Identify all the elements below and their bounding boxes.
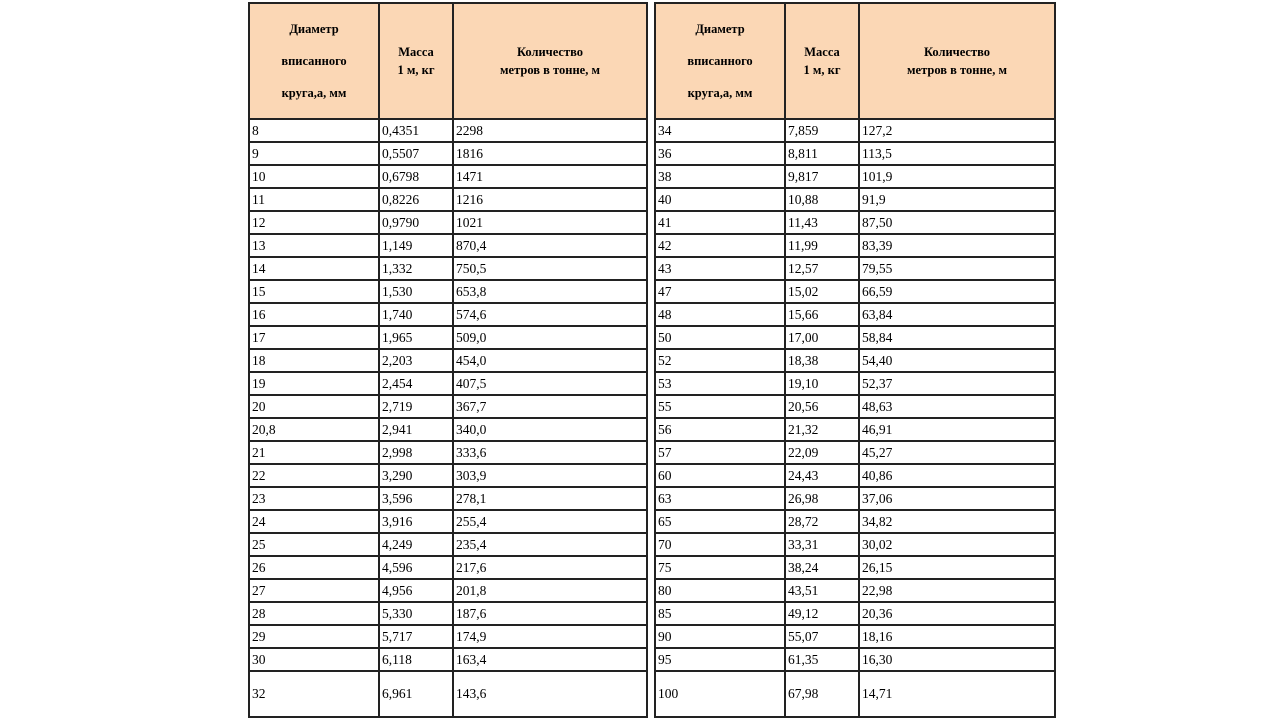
cell-mass: 7,859 xyxy=(785,119,859,142)
cell-mass: 0,4351 xyxy=(379,119,453,142)
cell-diameter: 36 xyxy=(655,142,785,165)
cell-diameter: 43 xyxy=(655,257,785,280)
cell-quantity: 653,8 xyxy=(453,280,647,303)
cell-quantity: 1471 xyxy=(453,165,647,188)
cell-diameter: 38 xyxy=(655,165,785,188)
cell-diameter: 28 xyxy=(249,602,379,625)
cell-mass: 1,149 xyxy=(379,234,453,257)
cell-diameter: 95 xyxy=(655,648,785,671)
cell-quantity: 20,36 xyxy=(859,602,1055,625)
cell-quantity: 217,6 xyxy=(453,556,647,579)
cell-quantity: 18,16 xyxy=(859,625,1055,648)
cell-quantity: 143,6 xyxy=(453,671,647,717)
cell-quantity: 235,4 xyxy=(453,533,647,556)
cell-quantity: 87,50 xyxy=(859,211,1055,234)
cell-diameter: 32 xyxy=(249,671,379,717)
table-row xyxy=(655,556,1055,579)
cell-diameter: 60 xyxy=(655,464,785,487)
cell-quantity: 66,59 xyxy=(859,280,1055,303)
cell-diameter: 19 xyxy=(249,372,379,395)
cell-mass: 6,118 xyxy=(379,648,453,671)
table-row xyxy=(249,395,647,418)
header-diameter: Диаметр вписанного круга,а, мм xyxy=(655,3,785,119)
cell-quantity: 303,9 xyxy=(453,464,647,487)
cell-quantity: 37,06 xyxy=(859,487,1055,510)
cell-diameter: 18 xyxy=(249,349,379,372)
cell-quantity: 201,8 xyxy=(453,579,647,602)
cell-diameter: 47 xyxy=(655,280,785,303)
cell-quantity: 509,0 xyxy=(453,326,647,349)
cell-diameter: 15 xyxy=(249,280,379,303)
cell-quantity: 14,71 xyxy=(859,671,1055,717)
table-row xyxy=(249,326,647,349)
table-row xyxy=(249,349,647,372)
cell-diameter: 65 xyxy=(655,510,785,533)
cell-diameter: 41 xyxy=(655,211,785,234)
cell-quantity: 2298 xyxy=(453,119,647,142)
cell-diameter: 75 xyxy=(655,556,785,579)
cell-mass: 18,38 xyxy=(785,349,859,372)
table-row xyxy=(655,648,1055,671)
header-row xyxy=(249,3,647,119)
cell-mass: 11,99 xyxy=(785,234,859,257)
cell-quantity: 58,84 xyxy=(859,326,1055,349)
cell-diameter: 52 xyxy=(655,349,785,372)
header-mass: Масса 1 м, кг xyxy=(785,3,859,119)
cell-mass: 21,32 xyxy=(785,418,859,441)
cell-diameter: 24 xyxy=(249,510,379,533)
cell-diameter: 20,8 xyxy=(249,418,379,441)
cell-quantity: 113,5 xyxy=(859,142,1055,165)
cell-diameter: 48 xyxy=(655,303,785,326)
cell-mass: 11,43 xyxy=(785,211,859,234)
hexagon-bar-weight-table xyxy=(248,2,1056,718)
table-row xyxy=(249,211,647,234)
cell-mass: 4,249 xyxy=(379,533,453,556)
cell-mass: 33,31 xyxy=(785,533,859,556)
cell-quantity: 750,5 xyxy=(453,257,647,280)
cell-diameter: 13 xyxy=(249,234,379,257)
cell-quantity: 278,1 xyxy=(453,487,647,510)
cell-mass: 22,09 xyxy=(785,441,859,464)
table-row xyxy=(655,464,1055,487)
table-row xyxy=(655,142,1055,165)
cell-diameter: 8 xyxy=(249,119,379,142)
table-right xyxy=(654,2,1056,718)
cell-quantity: 454,0 xyxy=(453,349,647,372)
cell-diameter: 70 xyxy=(655,533,785,556)
cell-quantity: 127,2 xyxy=(859,119,1055,142)
cell-diameter: 16 xyxy=(249,303,379,326)
header-diameter: Диаметр вписанного круга,а, мм xyxy=(249,3,379,119)
table-row xyxy=(249,441,647,464)
cell-quantity: 187,6 xyxy=(453,602,647,625)
table-row xyxy=(655,280,1055,303)
cell-quantity: 22,98 xyxy=(859,579,1055,602)
table-right-half xyxy=(654,2,1056,718)
cell-diameter: 80 xyxy=(655,579,785,602)
table-row xyxy=(655,395,1055,418)
cell-mass: 2,454 xyxy=(379,372,453,395)
cell-diameter: 56 xyxy=(655,418,785,441)
cell-diameter: 57 xyxy=(655,441,785,464)
cell-diameter: 63 xyxy=(655,487,785,510)
cell-mass: 2,203 xyxy=(379,349,453,372)
cell-quantity: 870,4 xyxy=(453,234,647,257)
cell-diameter: 9 xyxy=(249,142,379,165)
cell-quantity: 255,4 xyxy=(453,510,647,533)
cell-quantity: 1216 xyxy=(453,188,647,211)
table-row xyxy=(655,625,1055,648)
cell-mass: 0,5507 xyxy=(379,142,453,165)
table-row xyxy=(249,418,647,441)
table-row xyxy=(249,303,647,326)
cell-quantity: 30,02 xyxy=(859,533,1055,556)
cell-quantity: 367,7 xyxy=(453,395,647,418)
cell-mass: 0,9790 xyxy=(379,211,453,234)
table-row xyxy=(249,165,647,188)
cell-diameter: 53 xyxy=(655,372,785,395)
cell-diameter: 30 xyxy=(249,648,379,671)
cell-quantity: 1816 xyxy=(453,142,647,165)
cell-diameter: 34 xyxy=(655,119,785,142)
cell-quantity: 63,84 xyxy=(859,303,1055,326)
cell-mass: 15,02 xyxy=(785,280,859,303)
cell-quantity: 16,30 xyxy=(859,648,1055,671)
table-row xyxy=(655,441,1055,464)
table-row xyxy=(249,579,647,602)
table-row xyxy=(655,303,1055,326)
cell-diameter: 100 xyxy=(655,671,785,717)
cell-mass: 49,12 xyxy=(785,602,859,625)
cell-mass: 55,07 xyxy=(785,625,859,648)
cell-quantity: 45,27 xyxy=(859,441,1055,464)
cell-mass: 61,35 xyxy=(785,648,859,671)
table-row xyxy=(655,188,1055,211)
cell-diameter: 90 xyxy=(655,625,785,648)
cell-mass: 26,98 xyxy=(785,487,859,510)
cell-mass: 20,56 xyxy=(785,395,859,418)
cell-diameter: 17 xyxy=(249,326,379,349)
table-row xyxy=(655,211,1055,234)
cell-diameter: 50 xyxy=(655,326,785,349)
table-row xyxy=(655,602,1055,625)
table-row xyxy=(249,671,647,717)
cell-mass: 4,956 xyxy=(379,579,453,602)
table-left xyxy=(248,2,648,718)
cell-quantity: 163,4 xyxy=(453,648,647,671)
table-row xyxy=(655,349,1055,372)
table-row xyxy=(655,372,1055,395)
cell-mass: 2,719 xyxy=(379,395,453,418)
table-row xyxy=(249,648,647,671)
cell-quantity: 340,0 xyxy=(453,418,647,441)
table-row xyxy=(249,487,647,510)
cell-mass: 1,965 xyxy=(379,326,453,349)
table-row xyxy=(249,556,647,579)
table-row xyxy=(249,257,647,280)
table-row xyxy=(655,257,1055,280)
table-row xyxy=(249,510,647,533)
cell-mass: 28,72 xyxy=(785,510,859,533)
table-row xyxy=(655,671,1055,717)
cell-mass: 1,332 xyxy=(379,257,453,280)
cell-quantity: 1021 xyxy=(453,211,647,234)
table-row xyxy=(249,188,647,211)
cell-quantity: 83,39 xyxy=(859,234,1055,257)
cell-quantity: 34,82 xyxy=(859,510,1055,533)
table-left-half xyxy=(248,2,648,718)
cell-mass: 1,740 xyxy=(379,303,453,326)
cell-diameter: 23 xyxy=(249,487,379,510)
table-row xyxy=(249,464,647,487)
cell-diameter: 27 xyxy=(249,579,379,602)
table-row xyxy=(249,119,647,142)
table-row xyxy=(249,234,647,257)
table-row xyxy=(655,533,1055,556)
cell-diameter: 11 xyxy=(249,188,379,211)
cell-diameter: 42 xyxy=(655,234,785,257)
table-row xyxy=(249,142,647,165)
cell-diameter: 26 xyxy=(249,556,379,579)
cell-diameter: 25 xyxy=(249,533,379,556)
cell-quantity: 101,9 xyxy=(859,165,1055,188)
cell-diameter: 55 xyxy=(655,395,785,418)
cell-mass: 17,00 xyxy=(785,326,859,349)
cell-diameter: 40 xyxy=(655,188,785,211)
cell-mass: 12,57 xyxy=(785,257,859,280)
table-row xyxy=(249,602,647,625)
cell-quantity: 54,40 xyxy=(859,349,1055,372)
cell-diameter: 29 xyxy=(249,625,379,648)
cell-mass: 67,98 xyxy=(785,671,859,717)
cell-quantity: 574,6 xyxy=(453,303,647,326)
cell-mass: 24,43 xyxy=(785,464,859,487)
cell-diameter: 20 xyxy=(249,395,379,418)
cell-mass: 1,530 xyxy=(379,280,453,303)
cell-mass: 43,51 xyxy=(785,579,859,602)
header-quantity: Количество метров в тонне, м xyxy=(859,3,1055,119)
table-row xyxy=(655,326,1055,349)
table-row xyxy=(249,280,647,303)
cell-mass: 4,596 xyxy=(379,556,453,579)
cell-quantity: 52,37 xyxy=(859,372,1055,395)
cell-mass: 3,596 xyxy=(379,487,453,510)
cell-mass: 0,8226 xyxy=(379,188,453,211)
cell-diameter: 22 xyxy=(249,464,379,487)
cell-diameter: 10 xyxy=(249,165,379,188)
header-quantity: Количество метров в тонне, м xyxy=(453,3,647,119)
header-row xyxy=(655,3,1055,119)
cell-quantity: 333,6 xyxy=(453,441,647,464)
cell-quantity: 407,5 xyxy=(453,372,647,395)
cell-mass: 3,290 xyxy=(379,464,453,487)
table-row xyxy=(655,418,1055,441)
cell-quantity: 40,86 xyxy=(859,464,1055,487)
cell-quantity: 46,91 xyxy=(859,418,1055,441)
table-row xyxy=(655,165,1055,188)
cell-mass: 5,717 xyxy=(379,625,453,648)
cell-mass: 2,998 xyxy=(379,441,453,464)
table-row xyxy=(655,510,1055,533)
header-mass: Масса 1 м, кг xyxy=(379,3,453,119)
cell-diameter: 21 xyxy=(249,441,379,464)
cell-mass: 6,961 xyxy=(379,671,453,717)
cell-mass: 9,817 xyxy=(785,165,859,188)
cell-mass: 15,66 xyxy=(785,303,859,326)
cell-quantity: 174,9 xyxy=(453,625,647,648)
cell-mass: 10,88 xyxy=(785,188,859,211)
table-row xyxy=(655,234,1055,257)
table-row xyxy=(655,487,1055,510)
cell-mass: 8,811 xyxy=(785,142,859,165)
cell-diameter: 85 xyxy=(655,602,785,625)
cell-mass: 38,24 xyxy=(785,556,859,579)
cell-quantity: 79,55 xyxy=(859,257,1055,280)
table-row xyxy=(655,579,1055,602)
cell-quantity: 91,9 xyxy=(859,188,1055,211)
cell-mass: 19,10 xyxy=(785,372,859,395)
table-row xyxy=(655,119,1055,142)
table-row xyxy=(249,372,647,395)
cell-mass: 0,6798 xyxy=(379,165,453,188)
cell-quantity: 48,63 xyxy=(859,395,1055,418)
cell-quantity: 26,15 xyxy=(859,556,1055,579)
table-row xyxy=(249,533,647,556)
cell-mass: 2,941 xyxy=(379,418,453,441)
table-row xyxy=(249,625,647,648)
cell-mass: 5,330 xyxy=(379,602,453,625)
cell-diameter: 14 xyxy=(249,257,379,280)
cell-mass: 3,916 xyxy=(379,510,453,533)
cell-diameter: 12 xyxy=(249,211,379,234)
